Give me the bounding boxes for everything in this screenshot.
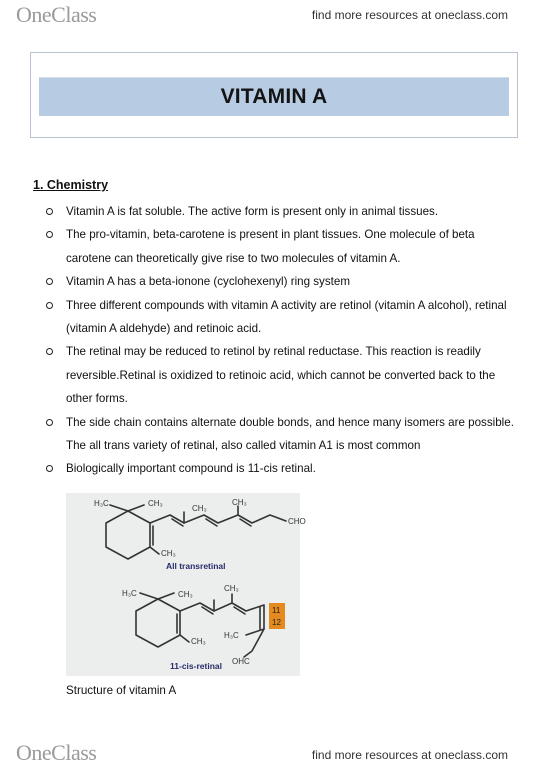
position-11-label: 11	[272, 606, 281, 615]
ch3-label: CH₃	[191, 637, 206, 646]
ch3-label: CH₃	[161, 549, 176, 558]
oneclass-logo: OneClass	[16, 2, 97, 27]
ch3-label: CH₃	[232, 498, 247, 507]
position-12-label: 12	[272, 618, 281, 627]
bullet-item: Vitamin A is fat soluble. The active form is present only in animal tissues.	[44, 200, 522, 223]
bullet-item: The side chain contains alternate double bonds, and hence many isomers are possible. The all trans variety of retinal, also called vitamin A1 is most common	[44, 411, 522, 458]
oneclass-logo: OneClass	[16, 740, 97, 765]
ch3-label: CH₃	[148, 499, 163, 508]
bullet-item: Vitamin A has a beta-ionone (cyclohexenyl) ring system	[44, 270, 522, 293]
bullet-item: The pro-vitamin, beta-carotene is present in plant tissues. One molecule of beta carotene can theoretically give rise to two molecules of vitamin A.	[44, 223, 522, 270]
cis-retinal-label: 11-cis-retinal	[170, 661, 222, 671]
title-box	[30, 52, 518, 138]
h3c-label: H₃C	[224, 631, 239, 640]
bullet-item: The retinal may be reduced to retinol by retinal reductase. This reaction is readily reversible.Retinal is oxidized to retinoic acid, which cannot be converted back to the other forms.	[44, 340, 522, 410]
footer-resources-link[interactable]: find more resources at oneclass.com	[311, 748, 508, 762]
section-heading: 1. Chemistry	[33, 178, 109, 192]
page-title: VITAMIN A	[220, 85, 328, 108]
title-band	[39, 77, 509, 116]
bullet-list	[44, 200, 522, 481]
retinal-structure-drawing	[66, 493, 306, 676]
figure-caption: Structure of vitamin A	[66, 684, 177, 697]
h3c-label: H₃C	[94, 499, 109, 508]
all-trans-retinal-label: All transretinal	[166, 561, 226, 571]
ch3-label: CH₃	[178, 590, 193, 599]
bullet-item: Three different compounds with vitamin A activity are retinol (vitamin A alcohol), retinal (vitamin A aldehyde) and retinoic acid.	[44, 294, 522, 341]
h3c-label: H₃C	[122, 589, 137, 598]
bullet-item: Biologically important compound is 11-cis retinal.	[44, 457, 522, 480]
retinal-structure-figure	[66, 493, 306, 676]
cho-label: CHO	[288, 517, 306, 526]
header-resources-link[interactable]: find more resources at oneclass.com	[311, 8, 508, 22]
ch3-label: CH₃	[192, 504, 207, 513]
ch3-label: CH₃	[224, 584, 239, 593]
ohc-label: OHC	[232, 657, 250, 666]
